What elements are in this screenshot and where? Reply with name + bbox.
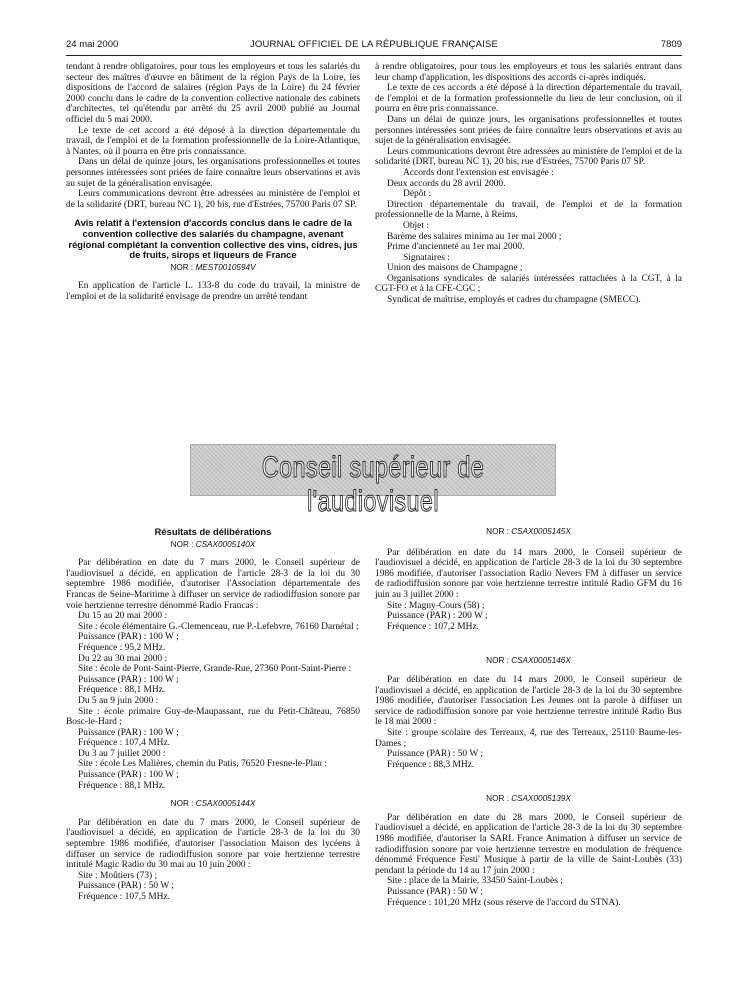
list-item: Puissance (PAR) : 50 W ; (387, 749, 484, 760)
paragraph: Leurs communications devront être adressées au ministère de l'emploi et de la solidarité (DRT, bureau NC 1), 20 bis, rue d'Estrées, 75700 Paris 07 SP. (66, 189, 360, 210)
page-number: 7809 (660, 39, 682, 50)
list-item: Direction départementale du travail, de l'emploi et de la formation professionnelle de la Marne, à Reims. (375, 199, 682, 221)
nor-prefix: NOR : (486, 527, 509, 536)
paragraph: Leurs communications devront être adressées au ministère de l'emploi et de la solidarité (DRT, bureau NC 1), 20 bis, rue d'Estrées, 75700 Paris 07 SP. (375, 146, 682, 168)
list-label: Objet : (403, 220, 429, 231)
nor-prefix: NOR : (170, 262, 194, 272)
paragraph: Le texte de cet accord a été déposé à la direction départementale du travail, de l'emploi et de la formation professionnelle de la Loire-Atlantique, à Nantes, où il pourra en être pris connaissance. (66, 125, 360, 157)
list-item: Du 5 au 9 juin 2000 : (78, 695, 159, 706)
list-item: Puissance (PAR) : 100 W ; (78, 632, 179, 643)
list-item: Puissance (PAR) : 50 W ; (78, 881, 175, 892)
list-item: Barème des salaires minima au 1er mai 2000 ; (387, 231, 562, 242)
list-item: Fréquence : 107,4 MHz. (78, 738, 170, 749)
list-label: Dépôt : (403, 189, 432, 200)
nor-code: CSAX0005139X (511, 794, 571, 804)
list-item: Fréquence : 101,20 MHz (sous réserve de l'accord du STNA). (387, 897, 621, 908)
list-item: Site : école Les Malières, chemin du Patis, 76520 Fresne-le-Plan : (78, 759, 327, 770)
paragraph: En application de l'article L. 133-8 du code du travail, la ministre de l'emploi et de la solidarité envisage de prendre un arrêté tendant (66, 281, 360, 302)
list-item: Fréquence : 107,5 MHz. (78, 892, 170, 902)
list-item: Du 15 au 20 mai 2000 : (78, 611, 168, 622)
list-item: Site : Magny-Cours (58) ; (387, 600, 485, 611)
paragraph: Par délibération en date du 14 mars 2000, le Conseil supérieur de l'audiovisuel a décidé, en application de l'article 28-3 de la loi du 30 septembre 1986 modifiée, d'autoriser l'association Les Jeunes ont la parole à diffuser un service de radiodiffusion sonore par voie hertzienne terrestre intitulé Radio Bus le 18 mai 2000 : (375, 674, 682, 728)
paragraph: Par délibération en date du 14 mars 2000, le Conseil supérieur de l'audiovisuel a décidé, en application de l'article 28-3 de la loi du 30 septembre 1986 modifiée, d'autoriser l'association Radio Nevers FM à diffuser un service de radiodiffusion sonore par voie hertzienne terrestre intitulé Radio GFM du 16 juin au 3 juillet 2000 : (375, 547, 682, 600)
top-left-column (66, 62, 360, 302)
list-item: Puissance (PAR) : 50 W ; (387, 887, 484, 898)
list-item: Prime d'ancienneté au 1er mai 2000. (387, 242, 525, 253)
journal-title: JOURNAL OFFICIEL DE LA RÉPUBLIQUE FRANÇAISE (249, 39, 499, 50)
list-item: Site : Moûtiers (73) ; (78, 870, 158, 881)
list-item: Puissance (PAR) : 100 W ; (78, 727, 179, 738)
banner-title: Conseil supérieur de l'audiovisuel (261, 451, 485, 518)
nor-code: CSAX0005145X (511, 527, 571, 536)
list-item: Puissance (PAR) : 200 W ; (387, 611, 488, 622)
list-item: Site : école primaire Guy-de-Maupassant, rue du Petit-Château, 76850 Bosc-le-Hard ; (66, 706, 360, 728)
list-item: Puissance (PAR) : 100 W ; (78, 770, 179, 781)
paragraph: Par délibération en date du 7 mars 2000, le Conseil supérieur de l'audiovisuel a décidé, en application de l'article 28-3 de la loi du 30 septembre 1986 modifiée, d'autoriser l'association Maison des lycéens à diffuser un service de radiodiffusion sonore par voie hertzienne terrestre intitulé Magic Radio du 30 mai au 10 juin 2000 : (66, 817, 360, 871)
list-item: Site : école de Pont-Saint-Pierre, Grande-Rue, 27360 Pont-Saint-Pierre : (78, 664, 352, 675)
list-item: Site : groupe scolaire des Terreaux, 4, rue des Terreaux, 25110 Baume-les-Dames ; (375, 727, 682, 749)
list-item: Organisations syndicales de salariés intéressées rattachées à la CGT, à la CGT-FO et à la CFE-CGC ; (375, 273, 682, 295)
list-item: Deux accords du 28 avril 2000. (387, 178, 506, 189)
section-banner (190, 444, 556, 518)
nor-prefix: NOR : (486, 794, 509, 804)
paragraph: Le texte de ces accords a été déposé à la direction départementale du travail, de l'emploi et de la formation professionnelle du lieu de leur conclusion, où il pourra en être pris connaissance. (375, 83, 682, 115)
list-item: Fréquence : 88,3 MHz. (387, 759, 475, 770)
top-right-column (375, 62, 682, 306)
paragraph: Par délibération en date du 28 mars 2000, le Conseil supérieur de l'audiovisuel a décidé, en application de l'article 28-3 de la loi du 30 septembre 1986 modifiée, d'autoriser la SARL France Animation à diffuser un service de radiodiffusion sonore par voie hertzienne terrestre en modulation de fréquence dénommé Fréquence Festi' Musique à partir de la ville de Saint-Loubès (33) pendant la période du 14 au 17 juin 2000 : (375, 812, 682, 876)
paragraph: Dans un délai de quinze jours, les organisations professionnelles et toutes personnes intéressées sont priées de faire connaître leurs observations et avis au sujet de la généralisation envisagée. (66, 157, 360, 189)
issue-date: 24 mai 2000 (66, 39, 119, 50)
bottom-left-column (66, 527, 360, 903)
page-header (66, 39, 682, 53)
paragraph: à rendre obligatoires, pour tous les employeurs et tous les salariés entrant dans leur champ d'application, les dispositions des accords ci-après indiqués. (375, 62, 682, 83)
list-item: Syndicat de maîtrise, employés et cadres du champagne (SMECC). (387, 295, 641, 306)
nor-reference (375, 527, 682, 538)
list-item: Du 22 au 30 mai 2000 : (78, 653, 168, 664)
section-heading: Résultats de délibérations (154, 526, 272, 537)
notice-heading: Avis relatif à l'extension d'accords conclus dans le cadre de la convention collective des salariés du champagne, avenant régional complétant la convention collective des vins, cidres, jus de fruits, sirops et liqueurs de France (68, 217, 358, 261)
nor-code: CSAX0005146X (511, 656, 571, 666)
nor-code: MESТ0010594V (195, 262, 256, 272)
nor-code: CSAX0005144X (195, 799, 256, 809)
list-item: Fréquence : 95,2 MHz. (78, 642, 166, 653)
bottom-right-column (375, 527, 682, 908)
list-item: Fréquence : 107,2 MHz. (387, 621, 479, 632)
nor-reference (66, 540, 360, 551)
nor-reference (66, 799, 360, 810)
list-item: Fréquence : 88,1 MHz. (78, 780, 166, 791)
list-item: Fréquence : 88,1 MHz. (78, 685, 166, 696)
nor-prefix: NOR : (170, 539, 194, 549)
nor-reference (66, 263, 360, 274)
paragraph: Par délibération en date du 7 mars 2000, le Conseil supérieur de l'audiovisuel a décidé, en application de l'article 28-3 de la loi du 30 septembre 1986 modifiée, d'autoriser l'Association départementale des Francas de Seine-Maritime à diffuser un service de radiodiffusion sonore par voie hertzienne terrestre dénommé Radio Francas : (66, 558, 360, 611)
list-item: Site : place de la Mairie, 33450 Saint-Loubès ; (387, 876, 563, 887)
list-item: Site : école élémentaire G.-Clemenceau, rue P.-Lefebvre, 76160 Darnétal ; (78, 621, 359, 632)
nor-prefix: NOR : (170, 799, 194, 809)
list-label: Signataires : (403, 252, 450, 263)
paragraph: tendant à rendre obligatoires, pour tous les employeurs et tous les salariés du secteur des maîtres d'œuvre en bâtiment de la région Pays de la Loire, les dispositions de l'accord de salaires (région Pays de la Loire) du 24 février 2000 conclu dans le cadre de la convention collective nationale des cabinets d'architectes, tel qu'étendu par arrêté du 25 avril 2000 publié au Journal officiel du 5 mai 2000. (66, 62, 360, 125)
paragraph: Dans un délai de quinze jours, les organisations professionnelles et toutes personnes intéressées sont priées de faire connaître leurs observations et avis au sujet de la généralisation envisagée. (375, 114, 682, 147)
header-rule (66, 55, 682, 56)
nor-prefix: NOR : (486, 656, 509, 666)
list-item: Du 3 au 7 juillet 2000 : (78, 748, 166, 759)
list-item: Union des maisons de Champagne ; (387, 263, 523, 274)
nor-reference (375, 794, 682, 805)
list-item: Puissance (PAR) : 100 W ; (78, 674, 179, 685)
list-label: Accords dont l'extension est envisagée : (403, 167, 554, 178)
nor-reference (375, 656, 682, 667)
nor-code: CSAX0005140X (195, 539, 256, 549)
